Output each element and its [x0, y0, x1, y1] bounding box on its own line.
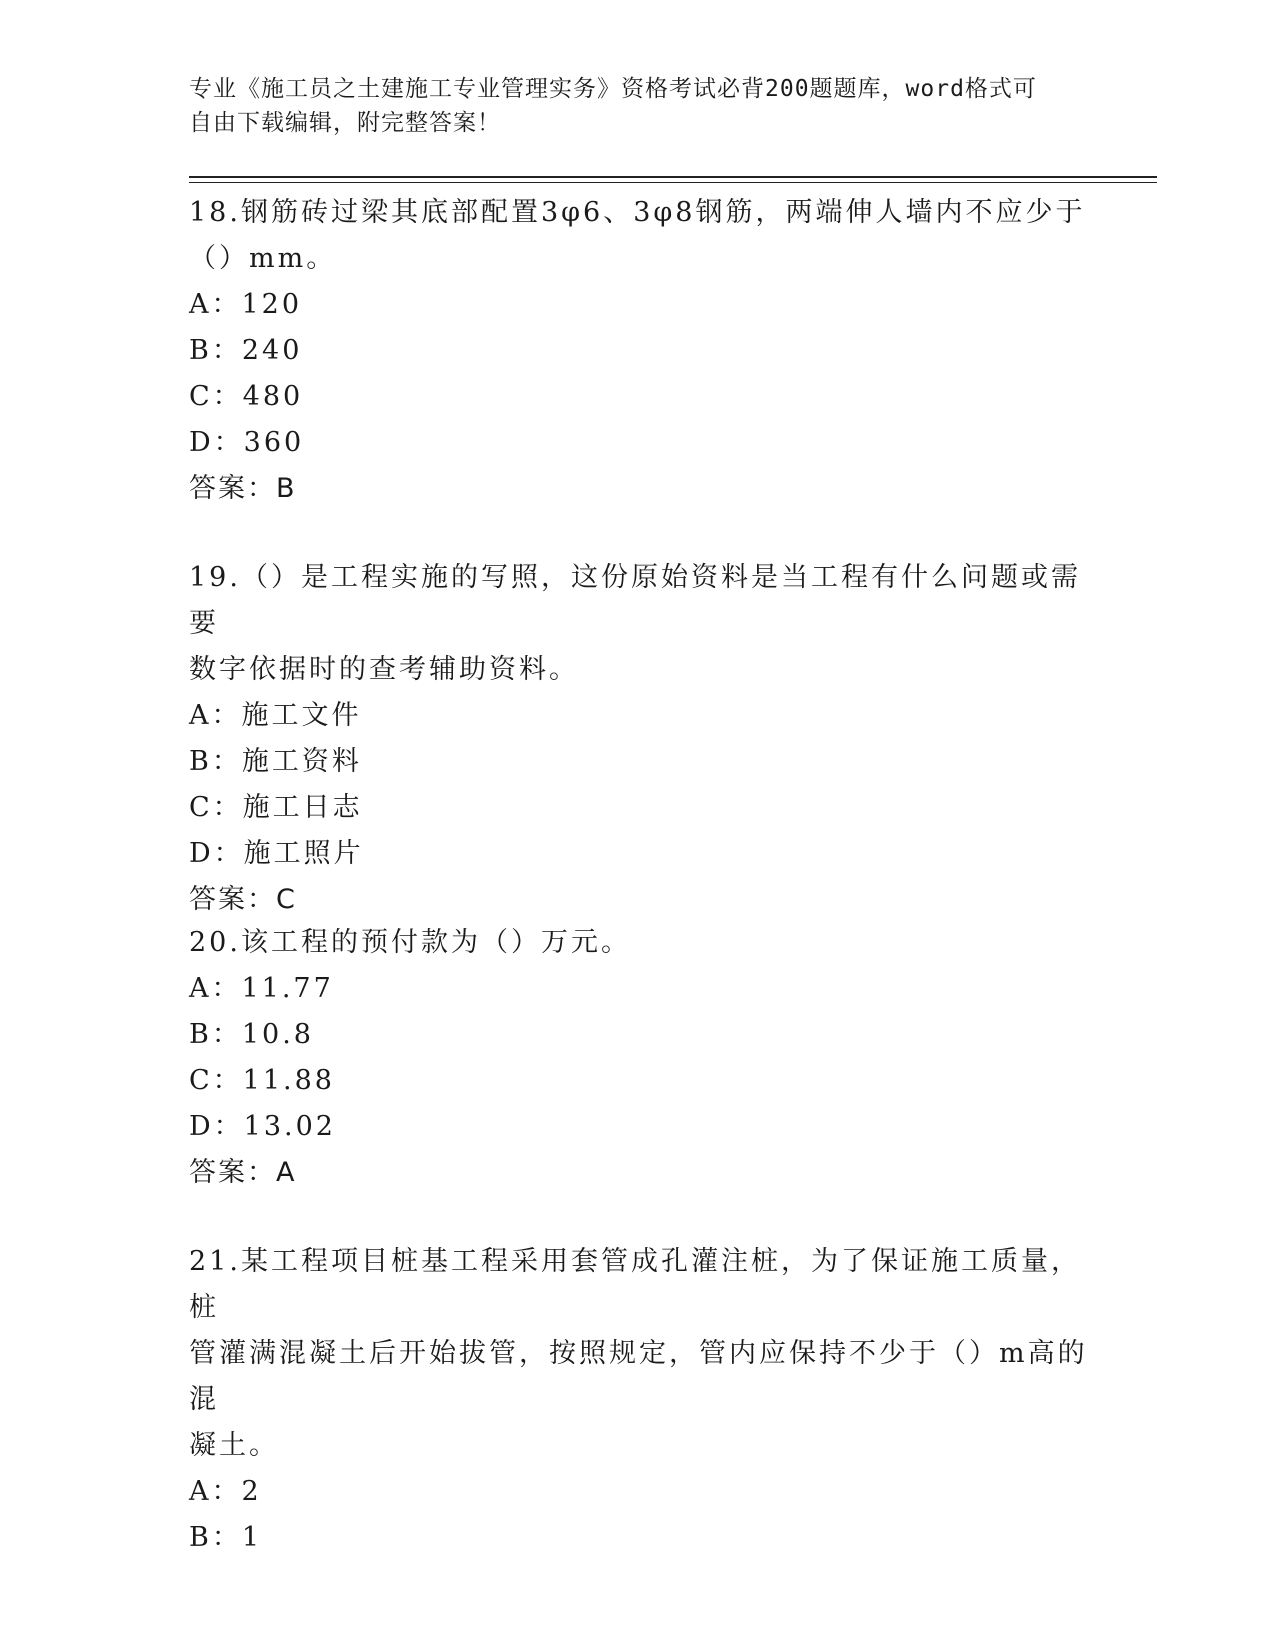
answer-line: 答案：A [189, 1157, 297, 1188]
option-d: D：施工照片 [189, 838, 364, 869]
option-c: C：480 [189, 381, 304, 412]
option-d: D：360 [189, 427, 305, 458]
question-20 [189, 920, 1089, 1196]
header-divider-bottom [189, 182, 1157, 183]
question-stem-line: 数字依据时的查考辅助资料。 [189, 654, 579, 685]
option-a: A：11.77 [189, 973, 334, 1004]
question-stem-line: 21.某工程项目桩基工程采用套管成孔灌注桩，为了保证施工质量，桩 [189, 1246, 1081, 1323]
answer-line: 答案：B [189, 473, 297, 504]
option-b: B：240 [189, 335, 303, 366]
option-d: D：13.02 [189, 1111, 336, 1142]
option-b: B：10.8 [189, 1019, 314, 1050]
option-a: A：施工文件 [189, 700, 362, 731]
question-stem-line: 18.钢筋砖过梁其底部配置3φ6、3φ8钢筋，两端伸人墙内不应少于 [189, 197, 1086, 228]
answer-line: 答案：C [189, 884, 297, 915]
question-stem-line: 19.（）是工程实施的写照，这份原始资料是当工程有什么问题或需要 [189, 562, 1081, 639]
option-c: C：11.88 [189, 1065, 335, 1096]
header-line-1: 专业《施工员之土建施工专业管理实务》资格考试必背200题题库，word格式可 [189, 76, 1037, 102]
question-stem-line: （）mm。 [189, 243, 337, 274]
question-stem-line: 凝土。 [189, 1430, 279, 1461]
header-line-2: 自由下载编辑，附完整答案！ [189, 110, 501, 136]
option-a: A：120 [189, 289, 303, 320]
question-21 [189, 1239, 1089, 1561]
header-divider-top [189, 176, 1157, 178]
option-c: C：施工日志 [189, 792, 363, 823]
question-18 [189, 190, 1089, 512]
question-stem-line: 20.该工程的预付款为（）万元。 [189, 927, 631, 958]
document-header [189, 72, 1069, 140]
option-a: A：2 [189, 1476, 262, 1507]
option-b: B：1 [189, 1522, 263, 1553]
question-stem-line: 管灌满混凝土后开始拔管，按照规定，管内应保持不少于（）m高的混 [189, 1338, 1088, 1415]
question-19 [189, 555, 1089, 923]
option-b: B：施工资料 [189, 746, 362, 777]
